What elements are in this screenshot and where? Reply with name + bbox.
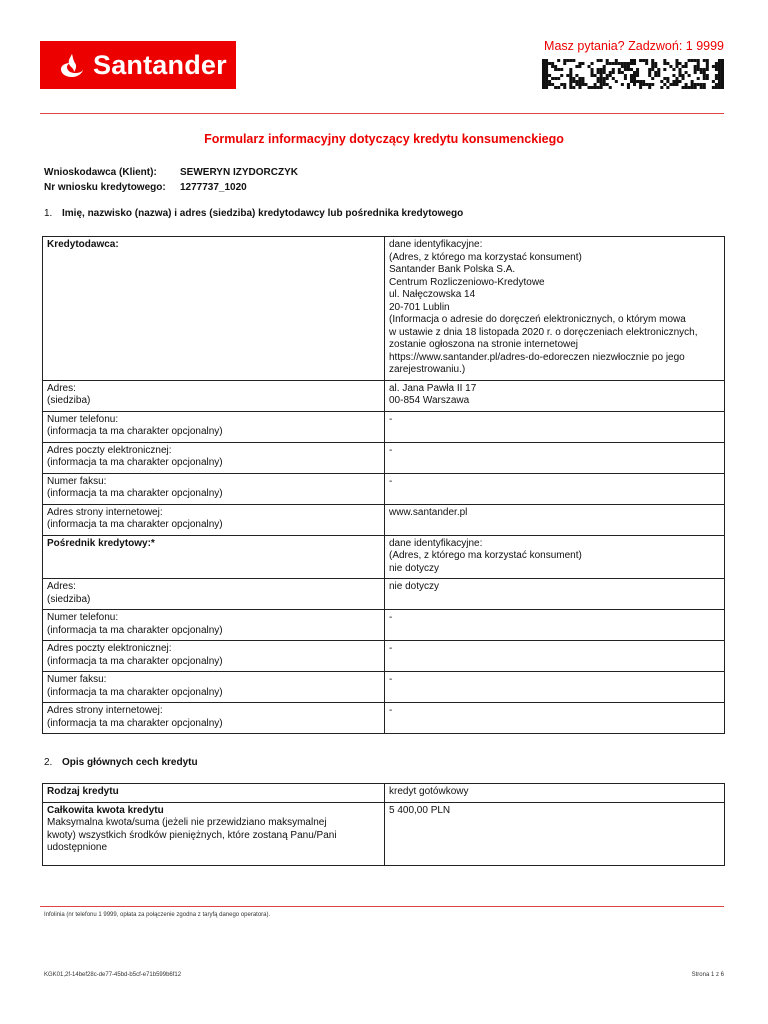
cell-line: Numer telefonu: — [47, 413, 119, 425]
application-number-value: 1277737_1020 — [180, 182, 247, 193]
row-label — [43, 473, 385, 504]
cell-line: (informacja ta ma charakter opcjonalny) — [47, 519, 223, 530]
cell-line: Adres strony internetowej: — [47, 705, 163, 716]
cell-line: Pośrednik kredytowy:* — [47, 537, 155, 549]
cell-line: w ustawie z dnia 18 listopada 2020 r. o doręczeniach elektronicznych, — [389, 326, 698, 338]
row-label — [43, 504, 385, 535]
infolinia-note: Infolinia (nr telefonu 1 9999, opłata za połączenie zgodna z taryfą danego operatora). — [44, 912, 271, 918]
table-row — [43, 672, 725, 703]
cell-line: 00-854 Warszawa — [389, 395, 470, 406]
cell-line: - — [389, 643, 393, 654]
table-row — [43, 504, 725, 535]
row-value — [385, 411, 725, 442]
cell-line: Santander Bank Polska S.A. — [389, 264, 516, 275]
cell-line: Adres poczty elektronicznej: — [47, 444, 172, 456]
cell-line: ul. Nałęczowska 14 — [389, 289, 476, 300]
row-value — [385, 442, 725, 473]
cell-line: - — [389, 705, 393, 716]
table-row — [43, 473, 725, 504]
cell-line: udostępnione — [47, 842, 108, 853]
cell-line: zarejestrowaniu.) — [389, 364, 466, 375]
cell-line: - — [389, 475, 393, 487]
table-row — [43, 535, 725, 579]
row-value — [385, 641, 725, 672]
cell-line: (informacja ta ma charakter opcjonalny) — [47, 426, 223, 437]
row-label — [43, 237, 385, 381]
row-label — [43, 535, 385, 579]
table-row — [43, 641, 725, 672]
row-label — [43, 610, 385, 641]
cell-line: kwoty) wszystkich środków pieniężnych, które zostaną Panu/Pani — [47, 829, 337, 841]
row-label — [43, 411, 385, 442]
flame-icon — [58, 51, 86, 79]
cell-line: (siedziba) — [47, 395, 91, 406]
row-value — [385, 784, 725, 803]
table-row — [43, 237, 725, 381]
row-value — [385, 802, 725, 865]
table-row — [43, 784, 725, 803]
cell-line: www.santander.pl — [389, 506, 468, 518]
cell-line: (informacja ta ma charakter opcjonalny) — [47, 488, 223, 499]
cell-line: (Informacja o adresie do doręczeń elektronicznych, o którym mowa — [389, 314, 686, 325]
cell-line: - — [389, 444, 393, 456]
cell-line: 5 400,00 PLN — [389, 804, 451, 816]
page-number: Strona 1 z 6 — [691, 972, 724, 978]
row-label — [43, 380, 385, 411]
row-label — [43, 442, 385, 473]
cell-line: nie dotyczy — [389, 581, 440, 592]
cell-line: kredyt gotówkowy — [389, 786, 469, 797]
cell-line: (informacja ta ma charakter opcjonalny) — [47, 686, 223, 698]
section-2-heading — [44, 757, 198, 768]
cell-line: (informacja ta ma charakter opcjonalny) — [47, 717, 223, 729]
row-label — [43, 703, 385, 734]
cell-line: Numer faksu: — [47, 674, 107, 685]
table-row — [43, 703, 725, 734]
application-number-label: Nr wniosku kredytowego: — [44, 182, 166, 193]
cell-line: al. Jana Pawła II 17 — [389, 382, 477, 394]
cell-line: Numer telefonu: — [47, 612, 119, 623]
cell-line: Kredytodawca: — [47, 239, 119, 250]
section-number: 1. — [44, 208, 53, 219]
row-value — [385, 579, 725, 610]
row-label — [43, 784, 385, 803]
table-row — [43, 411, 725, 442]
row-label — [43, 672, 385, 703]
hotline-text: Masz pytania? Zadzwoń: 1 9999 — [544, 39, 724, 53]
row-value — [385, 703, 725, 734]
brand-name: Santander — [93, 49, 227, 80]
table-row — [43, 442, 725, 473]
cell-line: Numer faksu: — [47, 475, 107, 487]
footer-divider — [40, 906, 724, 907]
row-value — [385, 672, 725, 703]
barcode-image — [542, 59, 724, 89]
table-row — [43, 610, 725, 641]
cell-line: (informacja ta ma charakter opcjonalny) — [47, 457, 223, 468]
cell-line: https://www.santander.pl/adres-do-edoreczen niezwłocznie po jego — [389, 351, 685, 363]
row-value — [385, 473, 725, 504]
row-title: Całkowita kwota kredytu — [47, 804, 164, 816]
section-title: Imię, nazwisko (nazwa) i adres (siedziba) kredytodawcy lub pośrednika kredytowego — [62, 208, 464, 219]
lender-table — [42, 236, 725, 734]
row-label — [43, 641, 385, 672]
section-1-heading — [44, 208, 463, 219]
table-row — [43, 380, 725, 411]
cell-line: (Adres, z którego ma korzystać konsument) — [389, 550, 582, 561]
section-number: 2. — [44, 757, 53, 768]
table-row — [43, 802, 725, 865]
cell-line: nie dotyczy — [389, 562, 440, 574]
header-divider — [40, 113, 724, 114]
cell-line: Centrum Rozliczeniowo-Kredytowe — [389, 276, 545, 288]
row-value — [385, 535, 725, 579]
cell-line: Maksymalna kwota/suma (jeżeli nie przewidziano maksymalnej — [47, 817, 327, 828]
cell-line: zostanie ogłoszona na stronie internetowej — [389, 339, 579, 350]
cell-line: dane identyfikacyjne: — [389, 239, 483, 250]
cell-line: Adres: — [47, 581, 76, 592]
row-value — [385, 237, 725, 381]
cell-line: Adres poczty elektronicznej: — [47, 643, 172, 654]
document-code: KGK01,2f-14bef28c-de77-45bd-b5cf-e71b599b6f12 — [44, 972, 182, 978]
cell-line: dane identyfikacyjne: — [389, 537, 483, 549]
cell-line: (informacja ta ma charakter opcjonalny) — [47, 655, 223, 667]
section-title: Opis głównych cech kredytu — [62, 757, 198, 768]
credit-features-table — [42, 783, 725, 866]
row-label — [43, 802, 385, 865]
row-value — [385, 504, 725, 535]
cell-line: 20-701 Lublin — [389, 301, 450, 313]
cell-line: (informacja ta ma charakter opcjonalny) — [47, 624, 223, 636]
cell-line: - — [389, 612, 393, 623]
cell-line: (siedziba) — [47, 593, 91, 605]
document-title: Formularz informacyjny dotyczący kredytu konsumenckiego — [204, 132, 564, 146]
cell-line: Adres strony internetowej: — [47, 506, 163, 518]
applicant-info — [44, 165, 298, 195]
cell-line: (Adres, z którego ma korzystać konsument) — [389, 251, 582, 263]
client-value: SEWERYN IZYDORCZYK — [180, 167, 298, 178]
cell-line: - — [389, 413, 393, 425]
santander-logo — [40, 41, 236, 89]
row-label — [43, 579, 385, 610]
row-title: Rodzaj kredytu — [47, 786, 119, 797]
row-value — [385, 610, 725, 641]
cell-line: Adres: — [47, 382, 76, 394]
table-row — [43, 579, 725, 610]
row-value — [385, 380, 725, 411]
client-label: Wnioskodawca (Klient): — [44, 167, 157, 178]
cell-line: - — [389, 674, 393, 685]
